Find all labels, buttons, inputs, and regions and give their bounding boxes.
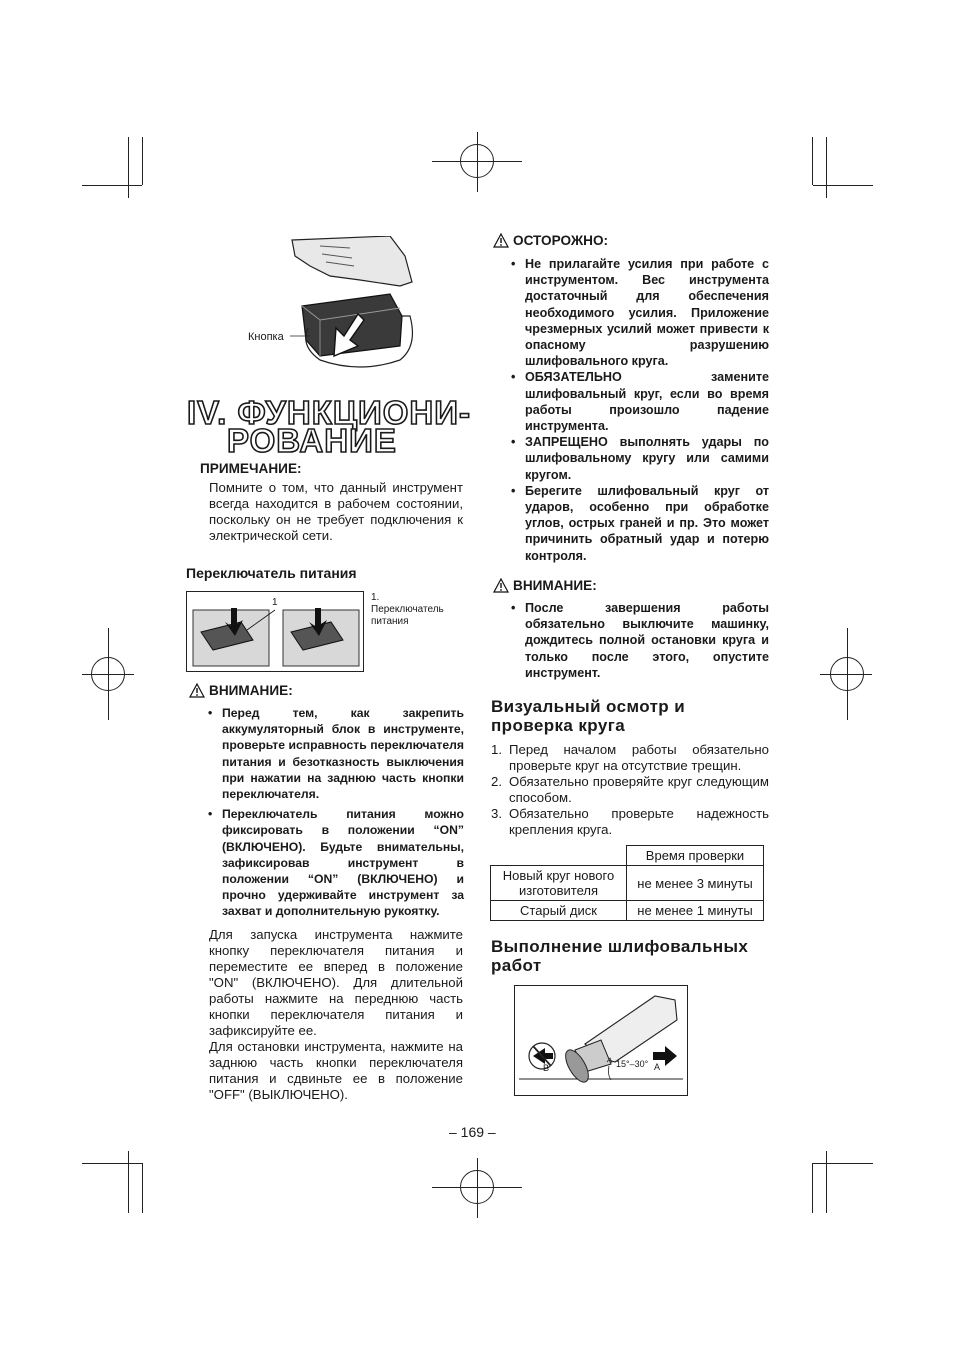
section-title-line2: РОВАНИЕ [227,422,397,459]
battery-hand-drawing [240,236,430,376]
list-item: • Перед тем, как закрепить аккумуляторный блок в инструменте, проверьте исправность переключателя питания и безотказность выключения при нажатии на заднюю часть кнопки переключателя. [208,705,464,802]
attention-right-heading [493,578,597,593]
battery-install-illustration [240,236,430,376]
power-switch-heading: Переключатель питания [186,565,357,581]
grinding-angle-label: 15°–30° [616,1059,649,1069]
table-cell: не менее 1 минуты [627,901,764,921]
operation-paragraph-start: Для запуска инструмента нажмите кнопку переключателя питания и переместите ее вперед в положение "ON" (ВКЛЮЧЕНО). Для длительной работы нажмите на переднюю часть кнопки переключателя питания и зафиксируйте ее. [209,927,463,1038]
caution-title: ОСТОРОЖНО: [513,233,609,248]
warning-triangle-icon [493,233,509,248]
power-switch-caption: 1. Переключатель питания [371,592,444,627]
grinding-label-a: A [654,1062,661,1072]
visual-inspection-heading: Визуальный осмотр и проверка круга [491,697,686,735]
caution-list [511,256,769,564]
list-item: • Берегите шлифовальный круг от ударов, особенно при обработке углов, острых граней и пр. Это может причинить обратный удар и потерю контроля. [511,483,769,564]
table-header-cell: Время проверки [627,846,764,866]
inspection-time-table [490,845,764,921]
note-text: Помните о том, что данный инструмент всегда находится в рабочем состоянии, поскольку он не требует подключения к электрической сети. [209,480,463,543]
grinding-figure [514,985,688,1096]
visual-inspection-list [491,742,769,838]
attention-left-heading [189,683,293,698]
switch-callout-number: 1 [272,597,278,608]
list-item: 1. Перед началом работы обязательно проверьте круг на отсутствие трещин. [491,742,769,773]
warning-triangle-icon [189,683,205,698]
list-item: • Переключатель питания можно фиксировать в положении “ON” (ВКЛЮЧЕНО). Будьте внимательны, зафиксировав инструмент в положении “ON” (ВКЛЮЧЕНО) и прочно удерживайте инструмент за захват и дополнительную рукоятку. [208,806,464,919]
table-cell: Новый круг нового изготовителя [491,866,627,901]
table-row [491,866,764,901]
caution-heading [493,233,608,248]
attention-left-list [208,705,464,920]
list-item: 2. Обязательно проверяйте круг следующим способом. [491,774,769,805]
grinding-heading: Выполнение шлифовальных работ [491,937,749,975]
list-item: 3. Обязательно проверьте надежность крепления круга. [491,806,769,837]
note-heading: ПРИМЕЧАНИЕ: [200,461,302,476]
warning-triangle-icon [493,578,509,593]
table-cell: Старый диск [491,901,627,921]
table-cell: не менее 3 минуты [627,866,764,901]
table-row [491,846,764,866]
grinder-drawing [515,986,687,1095]
table-row [491,901,764,921]
attention-right-list [511,600,769,681]
attention-left-title: ВНИМАНИЕ: [209,683,293,698]
list-item: • ЗАПРЕЩЕНО выполнять удары по шлифовальному кругу или самими кругом. [511,434,769,483]
battery-button-label: Кнопка [248,331,284,343]
list-item: • ОБЯЗАТЕЛЬНО замените шлифовальный круг, если во время работы произошло падение инструмента. [511,369,769,434]
page-number: – 169 – [449,1124,496,1140]
section-title-line1: IV. ФУНКЦИОНИ- [187,394,471,431]
operation-paragraph-stop: Для остановки инструмента, нажмите на заднюю часть кнопки переключателя питания и сдвиньте ее в положение "OFF" (ВЫКЛЮЧЕНО). [209,1039,463,1102]
list-item: • Не прилагайте усилия при работе с инструментом. Вес инструмента достаточный для обеспечения необходимого усилия. Приложение чрезмерных усилий может привести к опасному разрушению шлифовального круга. [511,256,769,369]
attention-right-title: ВНИМАНИЕ: [513,578,597,593]
list-item: • После завершения работы обязательно выключите машинку, дождитесь полной остановки круга и только после этого, опустите инструмент. [511,600,769,681]
grinding-label-b: B [543,1063,550,1073]
